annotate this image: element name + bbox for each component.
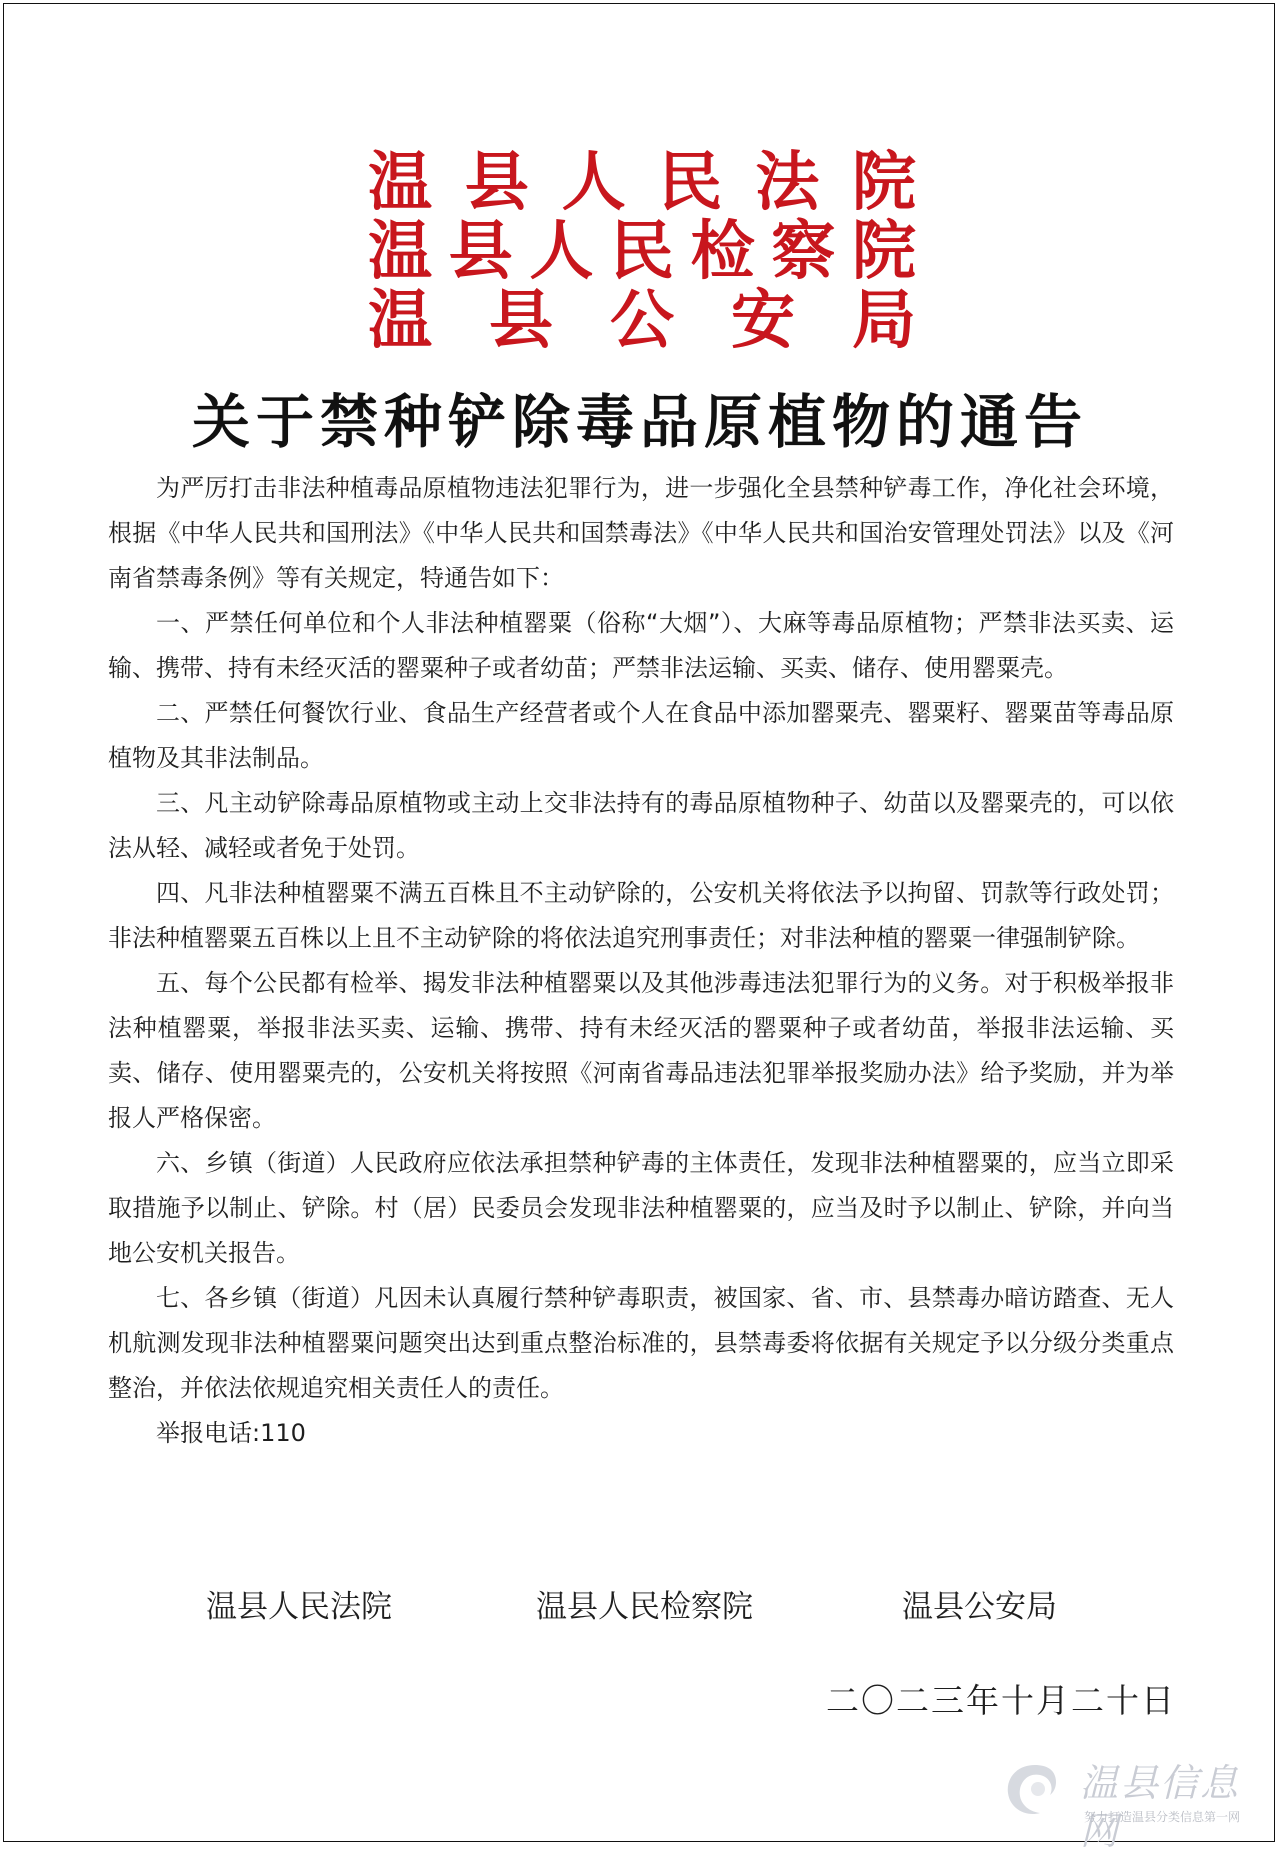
signature-court: 温县人民法院: [206, 1589, 392, 1625]
org-line-court: [368, 145, 916, 220]
org-char: 检: [690, 214, 755, 289]
org-char: 院: [851, 214, 916, 289]
org-char: 温: [368, 283, 432, 358]
org-line-procuratorate: [368, 214, 916, 289]
hotline: 举报电话:110: [156, 1419, 306, 1447]
org-char: 安: [731, 283, 795, 358]
clause-4: 四、凡非法种植罂粟不满五百株且不主动铲除的，公安机关将依法予以拘留、罚款等行政处罚；非法种植罂粟五百株以上且不主动铲除的将依法追究刑事责任；对非法种植的罂粟一律强制铲除。: [108, 879, 1174, 952]
org-char: 局: [852, 283, 916, 358]
issuing-organizations-header: [368, 145, 916, 358]
clause-7: 七、各乡镇（街道）凡因未认真履行禁种铲毒职责，被国家、省、市、县禁毒办暗访踏查、无人机航测发现非法种植罂粟问题突出达到重点整治标准的，县禁毒委将依据有关规定予以分级分类重点整治，并依法依规追究相关责任人的责任。: [108, 1284, 1174, 1402]
org-char: 县: [464, 145, 529, 220]
watermark-slogan: 努力打造温县分类信息第一网: [1084, 1810, 1241, 1824]
clause-6: 六、乡镇（街道）人民政府应依法承担禁种铲毒的主体责任，发现非法种植罂粟的，应当立即采取措施予以制止、铲除。村（居）民委员会发现非法种植罂粟的，应当及时予以制止、铲除，并向当地公安机关报告。: [108, 1149, 1174, 1267]
org-line-public-security: [368, 283, 916, 358]
notice-title: 关于禁种铲除毒品原植物的通告: [191, 388, 1088, 456]
org-char: 人: [529, 214, 594, 289]
org-char: 察: [771, 214, 836, 289]
site-watermark: [1000, 1759, 1260, 1853]
org-char: 温: [368, 214, 432, 289]
notice-body: [108, 466, 1174, 1456]
org-char: 法: [755, 145, 820, 220]
swirl-logo-icon: [1000, 1759, 1070, 1821]
watermark-site-name: 温县信息网: [1080, 1761, 1241, 1853]
signature-procuratorate: 温县人民检察院: [536, 1589, 753, 1625]
clause-3: 三、凡主动铲除毒品原植物或主动上交非法持有的毒品原植物种子、幼苗以及罂粟壳的，可以依法从轻、减轻或者免于处罚。: [108, 789, 1174, 862]
org-char: 温: [368, 145, 432, 220]
org-char: 院: [851, 145, 916, 220]
org-char: 县: [489, 283, 553, 358]
clause-2: 二、严禁任何餐饮行业、食品生产经营者或个人在食品中添加罂粟壳、罂粟籽、罂粟苗等毒品原植物及其非法制品。: [108, 699, 1174, 772]
signature-public-security: 温县公安局: [902, 1589, 1057, 1625]
intro-paragraph: 为严厉打击非法种植毒品原植物违法犯罪行为，进一步强化全县禁种铲毒工作，净化社会环境，根据《中华人民共和国刑法》《中华人民共和国禁毒法》《中华人民共和国治安管理处罚法》以及《河南省禁毒条例》等有关规定，特通告如下：: [108, 474, 1174, 592]
org-char: 人: [561, 145, 626, 220]
org-char: 民: [658, 145, 723, 220]
clause-5: 五、每个公民都有检举、揭发非法种植罂粟以及其他涉毒违法犯罪行为的义务。对于积极举报非法种植罂粟，举报非法买卖、运输、携带、持有未经灭活的罂粟种子或者幼苗，举报非法运输、买卖、储存、使用罂粟壳的，公安机关将按照《河南省毒品违法犯罪举报奖励办法》给予奖励，并为举报人严格保密。: [108, 969, 1174, 1132]
issue-date: 二〇二三年十月二十日: [826, 1681, 1176, 1720]
org-char: 民: [609, 214, 674, 289]
org-char: 县: [448, 214, 513, 289]
clause-1: 一、严禁任何单位和个人非法种植罂粟（俗称“大烟”）、大麻等毒品原植物；严禁非法买卖、运输、携带、持有未经灭活的罂粟种子或者幼苗；严禁非法运输、买卖、储存、使用罂粟壳。: [108, 609, 1174, 682]
org-char: 公: [610, 283, 674, 358]
